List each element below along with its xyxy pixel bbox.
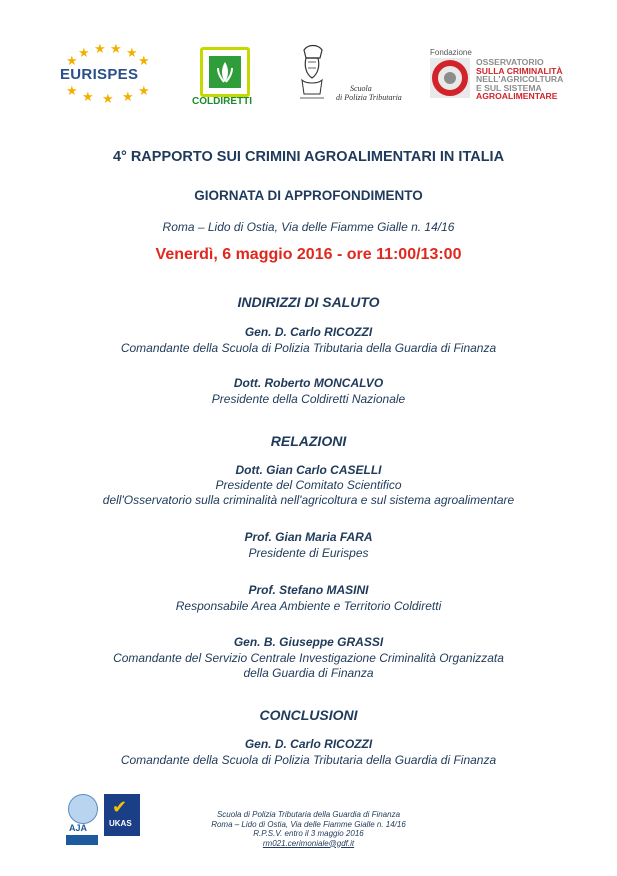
wheat-icon bbox=[209, 56, 241, 88]
speaker-role: Comandante della Scuola di Polizia Tributaria della Guardia di Finanza bbox=[120, 341, 497, 355]
event-subtitle: GIORNATA DI APPROFONDIMENTO bbox=[194, 188, 423, 203]
footer-email-link[interactable]: rm021.cerimoniale@gdf.it bbox=[262, 838, 355, 848]
coldiretti-wordmark: COLDIRETTI bbox=[192, 96, 252, 107]
aja-certification-logo: AJA bbox=[66, 794, 98, 846]
footer-line: Scuola di Polizia Tributaria della Guardia di Finanza bbox=[216, 810, 401, 819]
osservatorio-logo bbox=[430, 48, 562, 104]
speaker-role: della Guardia di Finanza bbox=[243, 666, 374, 680]
ukas-certification-logo: ✔ UKAS bbox=[104, 794, 140, 846]
footer-info bbox=[0, 810, 617, 848]
star-icon: ★ bbox=[78, 45, 90, 60]
speaker-role: Comandante della Scuola di Polizia Tributaria della Guardia di Finanza bbox=[120, 753, 497, 767]
section-heading-saluto: INDIRIZZI DI SALUTO bbox=[237, 294, 380, 310]
star-icon: ★ bbox=[66, 83, 78, 98]
event-title: 4° RAPPORTO SUI CRIMINI AGROALIMENTARI IN ITALIA bbox=[112, 149, 505, 165]
section-heading-conclusioni: CONCLUSIONI bbox=[259, 707, 358, 723]
coldiretti-logo bbox=[192, 47, 256, 109]
fondazione-label: Fondazione bbox=[430, 48, 472, 57]
star-icon: ★ bbox=[138, 53, 150, 68]
coldiretti-emblem bbox=[200, 47, 250, 97]
speaker-name: Prof. Stefano MASINI bbox=[248, 583, 369, 597]
speaker-role: dell'Osservatorio sulla criminalità nell'agricoltura e sul sistema agroalimentare bbox=[102, 493, 515, 507]
speaker-name: Dott. Roberto MONCALVO bbox=[233, 376, 384, 390]
speaker-name: Dott. Gian Carlo CASELLI bbox=[235, 463, 382, 477]
warrior-crest-icon bbox=[298, 44, 326, 102]
osservatorio-wordmark: OSSERVATORIO SULLA CRIMINALITÀ NELL'AGRICOLTURA E SUL SISTEMA AGROALIMENTARE bbox=[476, 57, 564, 102]
speaker-role: Presidente della Coldiretti Nazionale bbox=[211, 392, 406, 406]
star-icon: ★ bbox=[82, 89, 94, 104]
event-date: Venerdì, 6 maggio 2016 - ore 11:00/13:00 bbox=[155, 246, 462, 263]
scuola-polizia-logo bbox=[294, 44, 409, 106]
speaker-name: Gen. D. Carlo RICOZZI bbox=[244, 737, 373, 751]
section-heading-relazioni: RELAZIONI bbox=[270, 433, 347, 449]
eurispes-logo bbox=[58, 40, 156, 106]
eurispes-wordmark: EURISPES bbox=[60, 66, 139, 83]
star-icon: ★ bbox=[122, 89, 134, 104]
star-icon: ★ bbox=[138, 83, 150, 98]
event-venue: Roma – Lido di Ostia, Via delle Fiamme Gialle n. 14/16 bbox=[162, 220, 455, 234]
speaker-name: Gen. D. Carlo RICOZZI bbox=[244, 325, 373, 339]
scuola-caption: Scuola di Polizia Tributaria bbox=[336, 84, 402, 102]
speaker-role: Presidente del Comitato Scientifico bbox=[215, 478, 402, 492]
speaker-role: Responsabile Area Ambiente e Territorio Coldiretti bbox=[175, 599, 442, 613]
footer-line: Roma – Lido di Ostia, Via delle Fiamme Gialle n. 14/16 bbox=[211, 819, 406, 829]
target-ring-icon bbox=[430, 58, 470, 98]
footer-line: R.P.S.V. entro il 3 maggio 2016 bbox=[253, 829, 364, 838]
checkmark-icon: ✔ bbox=[112, 797, 128, 817]
star-icon: ★ bbox=[66, 53, 78, 68]
star-icon: ★ bbox=[110, 41, 122, 56]
star-icon: ★ bbox=[94, 41, 106, 56]
speaker-name: Prof. Gian Maria FARA bbox=[244, 530, 373, 544]
star-icon: ★ bbox=[126, 45, 138, 60]
speaker-name: Gen. B. Giuseppe GRASSI bbox=[233, 635, 384, 649]
speaker-role: Comandante del Servizio Centrale Investigazione Criminalità Organizzata bbox=[113, 651, 504, 665]
star-icon: ★ bbox=[102, 91, 114, 106]
speaker-role: Presidente di Eurispes bbox=[248, 546, 369, 560]
